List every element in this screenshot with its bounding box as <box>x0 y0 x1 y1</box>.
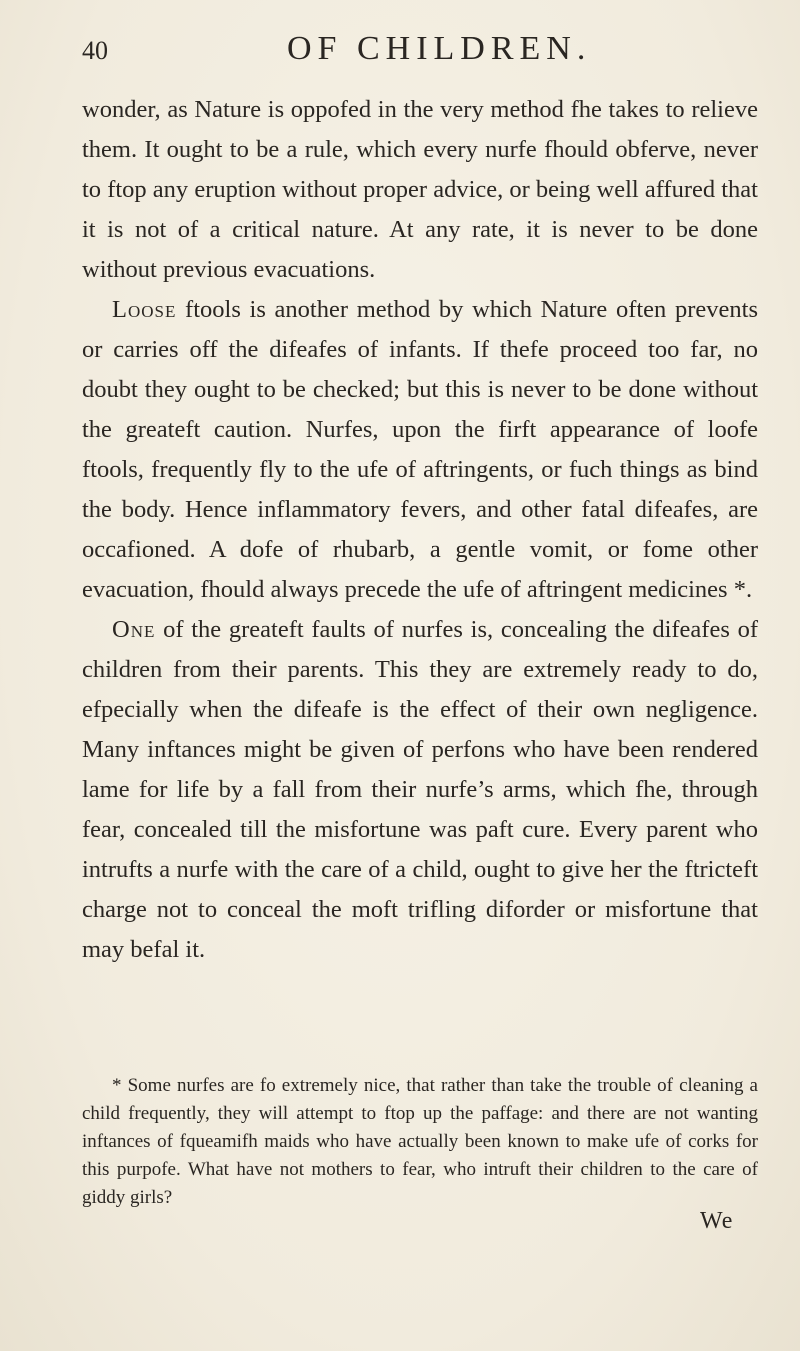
paragraph-text: ftools is another method by which Nature often prevents or carries off the difeafes of infants. If thefe proceed too far, no doubt they ought to be checked; but this is never to be done without the greateft caution. Nurfes, upon the firft appearance of loofe ftools, frequently fly to the ufe of aftringents, or fuch things as bind the body. Hence inflammatory fevers, and other fatal difeafes, are occafioned. A dofe of rhubarb, a gentle vomit, or fome other evacuation, fhould always precede the ufe of aftringent medicines *. <box>82 296 758 603</box>
paragraph-continuation <box>82 90 758 290</box>
running-title: OF CHILDREN. <box>287 30 592 67</box>
paragraph-concealing-diseases <box>82 610 758 970</box>
page-header <box>82 30 762 78</box>
footnote: * Some nurfes are fo extremely nice, that rather than take the trouble of cleaning a child frequently, they will attempt to ftop up the paffage: and there are not wanting inftances of fqueamifh maids who have actually been known to make ufe of corks for this purpofe. What have not mothers to fear, who intruft their children to the care of giddy girls? <box>82 1075 758 1208</box>
paragraph-text: of the greateft faults of nurfes is, concealing the difeafes of children from their parents. This they are extremely ready to do, efpecially when the difeafe is the effect of their own negligence. Many inftances might be given of perfons who have been rendered lame for life by a fall from their nurfe’s arms, which fhe, through fear, concealed till the misfortune was paft cure. Every parent who intrufts a nurfe with the care of a child, ought to give her the ftricteft charge not to conceal the moft trifling diforder or misfortune that may befal it. <box>82 616 758 963</box>
page-number: 40 <box>82 36 108 65</box>
paragraph-lead-word: One <box>112 616 156 643</box>
paragraph-loose-stools <box>82 290 758 610</box>
paragraph-lead-word: Loose <box>112 296 177 323</box>
catchword: We <box>700 1208 734 1234</box>
paragraph-text: wonder, as Nature is oppofed in the very method fhe takes to relieve them. It ought to be a rule, which every nurfe fhould obferve, never to ftop any eruption without proper advice, or being well affured that it is not of a critical nature. At any rate, it is never to be done without previous evacuations. <box>82 96 758 283</box>
body-text <box>82 90 758 970</box>
